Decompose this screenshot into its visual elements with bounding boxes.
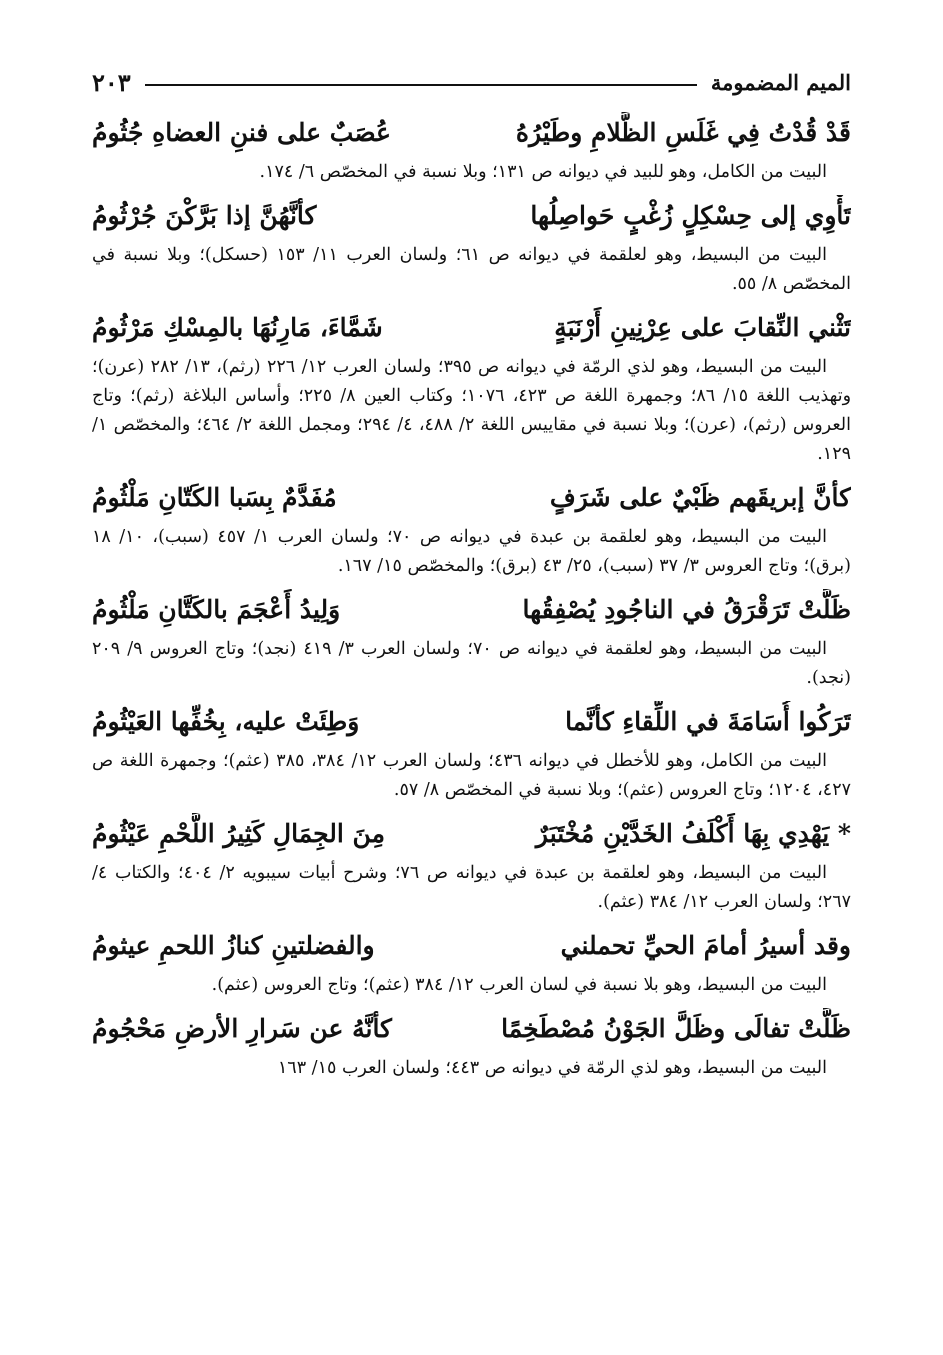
verse-reference: البيت من البسيط، وهو لعلقمة في ديوانه ص ٦١؛ ولسان العرب ١١/ ١٥٣ (حسكل)؛ وبلا نسبة في المخصّص ٨/ ٥٥. xyxy=(92,245,851,294)
verse-first-hemistich: وقد أسيرُ أمامَ الحيِّ تحملني xyxy=(560,931,851,960)
verse-entry xyxy=(92,589,851,693)
verse-second-hemistich: وَطِئَتْ عليه، بِخُفِّها العَيْثُومُ xyxy=(92,707,360,736)
verse-entry xyxy=(92,925,851,1000)
verse-line xyxy=(92,477,851,523)
verse-entry xyxy=(92,112,851,187)
verse-reference: البيت من البسيط، وهو لعلقمة في ديوانه ص ٧٠؛ ولسان العرب ٣/ ٤١٩ (نجد)؛ وتاج العروس ٩/ ٢٠٩ (نجد). xyxy=(92,639,851,688)
verse-entry xyxy=(92,307,851,469)
verse-second-hemistich: مُفَدَّمٌ بِسَبا الكَتّانِ مَلْثُومُ xyxy=(92,483,337,512)
verse-entry xyxy=(92,701,851,805)
verse-first-hemistich: كأنَّ إبريقَهم ظَبْيٌ على شَرَفٍ xyxy=(549,483,851,512)
verse-first-hemistich: ظَلَّتْ تَرَقْرَقُ في الناجُودِ يُصْفِقُها xyxy=(522,595,851,624)
verse-line xyxy=(92,813,851,859)
verse-entry xyxy=(92,1008,851,1083)
verse-reference: البيت من البسيط، وهو لذي الرمّة في ديوانه ص ٤٤٣؛ ولسان العرب ١٥/ ١٦٣ xyxy=(277,1058,827,1078)
verse-line xyxy=(92,925,851,971)
verse-reference: البيت من الكامل، وهو للأخطل في ديوانه ٤٣٦؛ ولسان العرب ١٢/ ٣٨٤، ٣٨٥ (عثم)؛ وجمهرة اللغة ص ٤٢٧، ١٢٠٤؛ وتاج العروس (عثم)؛ وبلا نسبة في المخصّص ٨/ ٥٧. xyxy=(92,751,851,800)
verse-reference: البيت من البسيط، وهو لعلقمة بن عبدة في ديوانه ص ٧٠؛ ولسان العرب ١/ ٤٥٧ (سبب)، ١٠/ ١٨ (برق)؛ وتاج العروس ٣/ ٣٧ (سبب)، ٢٥/ ٤٣ (برق)؛ والمخصّص ١٥/ ١٦٧. xyxy=(92,527,851,576)
verse-reference: البيت من البسيط، وهو لعلقمة بن عبدة في ديوانه ص ٧٦؛ وشرح أبيات سيبويه ٢/ ٤٠٤؛ والكتاب ٤/ ٢٦٧؛ ولسان العرب ١٢/ ٣٨٤ (عثم). xyxy=(92,863,851,912)
verse-second-hemistich: شَمَّاءَ، مَارِنُهَا بالمِسْكِ مَرْثُومُ xyxy=(92,313,383,342)
verse-line xyxy=(92,307,851,353)
verse-second-hemistich: والفضلتينِ كنازُ اللحمِ عيثومُ xyxy=(92,931,375,960)
verse-second-hemistich: كأنَّهُنَّ إذا بَرَّكْنَ جُرْثُومُ xyxy=(92,201,317,230)
verse-line xyxy=(92,589,851,635)
verse-reference: البيت من الكامل، وهو للبيد في ديوانه ص ١٣١؛ وبلا نسبة في المخصّص ٦/ ١٧٤. xyxy=(259,162,827,182)
verse-first-hemistich: تَثْني النِّقابَ على عِرْنِينِ أَرْنَبَةٍ xyxy=(554,313,851,342)
verse-first-hemistich: ظَلَّتْ تفالَى وظَلَّ الجَوْنُ مُصْطَخِمًا xyxy=(501,1014,851,1043)
verse-line xyxy=(92,701,851,747)
verse-line xyxy=(92,195,851,241)
verse-line xyxy=(92,112,851,158)
verse-first-hemistich: تَأْوِي إلى حِسْكِلٍ زُغْبٍ حَواصِلُها xyxy=(530,201,851,230)
verse-second-hemistich: وَلِيدُ أَعْجَمَ بالكَتَّانِ مَلْثُومُ xyxy=(92,595,341,624)
page-header xyxy=(92,60,851,104)
verse-first-hemistich: قَدْ قُدْتُ فِي غَلَسِ الظَّلامِ وطَيْرُهُ xyxy=(515,118,851,147)
verse-reference: البيت من البسيط، وهو لذي الرمّة في ديوانه ص ٣٩٥؛ ولسان العرب ١٢/ ٢٢٦ (رثم)، ١٣/ ٢٨٢ (عرن)؛ وتهذيب اللغة ١٥/ ٨٦؛ وجمهرة اللغة ص ٤٢٣، ١٠٧٦؛ وكتاب العين ٨/ ٢٢٥؛ وأساس البلاغة (رثم)؛ وتاج العروس (رثم)، (عرن)؛ وبلا نسبة في مقاييس اللغة ٢/ ٤٨٨، ٤/ ٢٩٤؛ ومجمل اللغة ٢/ ٤٦٤؛ والمخصّص ١/ ١٢٩. xyxy=(92,357,852,464)
header-rule xyxy=(145,84,697,86)
verse-reference: البيت من البسيط، وهو بلا نسبة في لسان العرب ١٢/ ٣٨٤ (عثم)؛ وتاج العروس (عثم). xyxy=(211,975,827,995)
section-title: الميم المضمومة xyxy=(710,69,851,95)
verse-second-hemistich: كأنَّهُ عن سَرارِ الأرضِ مَحْجُومُ xyxy=(92,1014,392,1043)
page-number: ٢٠٣ xyxy=(92,67,131,97)
verse-first-hemistich: تَرَكُوا أُسَامَةَ في اللِّقاءِ كأنَّما xyxy=(565,707,851,736)
verse-entry xyxy=(92,195,851,299)
verse-first-hemistich: * يَهْدِي بِهَا أَكْلَفُ الخَدَّيْنِ مُخْتَبَرٌ xyxy=(535,819,851,848)
verse-entry xyxy=(92,477,851,581)
verse-line xyxy=(92,1008,851,1054)
verse-entry xyxy=(92,813,851,917)
verse-second-hemistich: مِنَ الجِمَالِ كَثِيرُ اللَّحْمِ عَيْثُومُ xyxy=(92,819,385,848)
verse-second-hemistich: عُصَبٌ على فننِ العضاهِ جُثُومُ xyxy=(92,118,391,147)
